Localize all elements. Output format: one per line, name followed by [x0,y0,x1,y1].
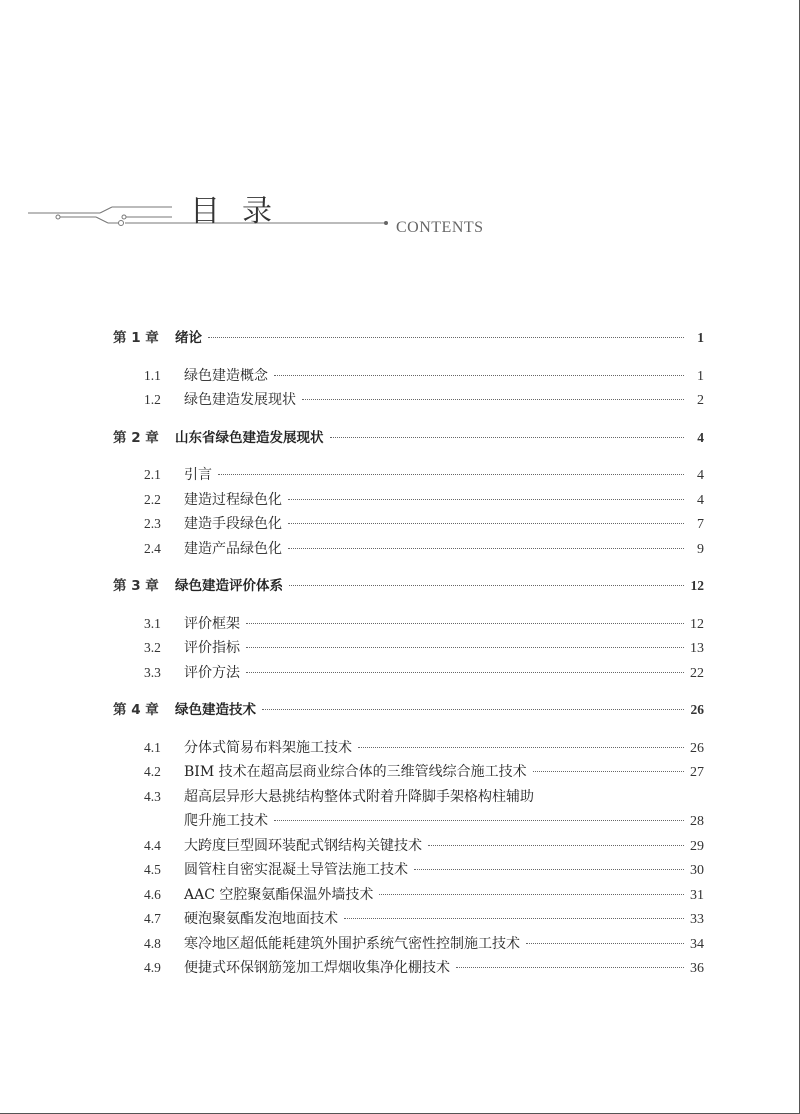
dot-leader [428,845,684,846]
page-number: 26 [690,740,704,756]
section-title: 建造过程绿色化 [184,491,282,508]
dot-leader [288,548,684,549]
chapter-title: 绿色建造技术 [175,702,256,718]
dot-leader [344,918,684,919]
section-title: 圆管柱自密实混凝土导管法施工技术 [184,862,408,878]
toc-section-entry[interactable] [113,612,704,637]
toc-section-entry[interactable] [113,932,704,957]
section-title: 建造手段绿色化 [184,516,282,532]
toc-section-entry[interactable] [113,760,704,785]
page-number: 4 [697,468,704,483]
section-title: 建造产品绿色化 [184,540,282,557]
section-number: 2.4 [144,540,161,556]
section-number: 2.3 [144,516,161,531]
chapter-number: 第 2 章 [113,429,159,446]
toc-section-entry[interactable] [113,809,704,834]
toc-section-entry[interactable] [113,463,704,488]
section-number: 3.3 [144,664,161,680]
section-title: 超高层异形大悬挑结构整体式附着升降脚手架格构柱辅助 [184,788,534,805]
page-number: 29 [690,838,704,854]
section-title: 绿色建造发展现状 [184,392,296,408]
page-title: 目录 [190,194,294,229]
section-number: 4.4 [144,837,161,853]
section-number: 2.2 [144,491,161,507]
dot-leader [274,375,684,376]
page-number: 28 [690,814,704,829]
toc-section-entry[interactable] [113,364,704,389]
section-title: 引言 [184,467,212,483]
dot-leader [414,869,684,870]
page-number: 1 [697,368,704,384]
section-title: 大跨度巨型圆环装配式钢结构关键技术 [184,837,422,854]
section-number: 3.2 [144,640,161,655]
toc-section-entry[interactable] [113,512,704,537]
dot-leader [208,337,684,338]
dot-leader [288,499,684,500]
section-title: 爬升施工技术 [184,813,268,829]
page-number: 12 [690,578,704,593]
toc-section-entry[interactable] [113,736,704,761]
page-number: 13 [690,641,704,656]
page-number: 12 [690,616,704,632]
toc-section-entry[interactable] [113,858,704,883]
section-number: 2.1 [144,467,161,482]
dot-leader [274,820,684,821]
page-number: 1 [697,330,704,345]
page-number: 36 [690,961,704,976]
section-number: 4.1 [144,739,161,755]
dot-leader [379,894,684,895]
dot-leader [262,709,684,710]
toc-section-entry[interactable] [113,537,704,562]
toc-chapter-entry[interactable] [113,426,704,451]
toc-section-entry[interactable] [113,907,704,932]
dot-leader [302,399,684,400]
toc-section-entry[interactable] [113,388,704,413]
section-title: BIM 技术在超高层商业综合体的三维管线综合施工技术 [184,764,527,780]
page-subtitle: CONTENTS [396,219,484,236]
page-number: 4 [697,429,704,445]
page-number: 7 [697,517,704,532]
table-of-contents [113,326,704,981]
dot-leader [358,747,684,748]
toc-section-entry[interactable] [113,883,704,908]
toc-section-entry[interactable] [113,956,704,981]
page-number: 31 [690,887,704,903]
toc-header [0,180,800,250]
chapter-number: 第 1 章 [113,330,159,346]
chapter-number: 第 4 章 [113,702,159,718]
dot-leader [456,967,684,968]
toc-chapter-entry[interactable] [113,326,704,351]
page-number: 22 [690,665,704,681]
section-number: 4.7 [144,911,161,926]
section-number: 4.2 [144,764,161,779]
section-title: 硬泡聚氨酯发泡地面技术 [184,911,338,927]
section-title: 评价指标 [184,640,240,656]
dot-leader [526,943,684,944]
section-title: AAC 空腔聚氨酯保温外墙技术 [184,886,374,903]
page-number: 26 [690,702,704,717]
page-number: 33 [690,912,704,927]
toc-section-entry[interactable] [113,636,704,661]
page-number: 30 [690,863,704,878]
section-number: 4.5 [144,862,161,877]
page-number: 27 [690,765,704,780]
dot-leader [533,771,684,772]
dot-leader [218,474,684,475]
dot-leader [288,523,684,524]
dot-leader [246,623,684,624]
toc-chapter-entry[interactable] [113,574,704,599]
toc-section-entry[interactable] [113,661,704,686]
chapter-number: 第 3 章 [113,578,159,594]
page-number: 4 [697,492,704,508]
dot-leader [246,672,684,673]
section-number: 4.9 [144,960,161,975]
dot-leader [330,437,685,438]
toc-section-entry[interactable] [113,834,704,859]
section-title: 绿色建造概念 [184,367,268,384]
section-number: 4.6 [144,886,161,902]
toc-section-entry[interactable] [113,785,704,810]
section-title: 评价方法 [184,664,240,681]
section-title: 评价框架 [184,615,240,632]
chapter-title: 山东省绿色建造发展现状 [175,429,324,446]
section-number: 3.1 [144,615,161,631]
section-number: 4.3 [144,788,161,804]
chapter-title: 绿色建造评价体系 [175,578,283,594]
section-title: 分体式简易布料架施工技术 [184,739,352,756]
section-number: 1.2 [144,392,161,407]
toc-chapter-entry[interactable] [113,698,704,723]
page-number: 34 [690,936,704,952]
section-title: 寒冷地区超低能耗建筑外围护系统气密性控制施工技术 [184,935,520,952]
section-title: 便捷式环保钢筋笼加工焊烟收集净化棚技术 [184,960,450,976]
page-number: 9 [697,541,704,557]
section-number: 1.1 [144,367,161,383]
dot-leader [246,647,684,648]
toc-section-entry[interactable] [113,488,704,513]
section-number: 4.8 [144,935,161,951]
dot-leader [289,585,684,586]
circuit-line-decoration [0,180,800,250]
page-number: 2 [697,393,704,408]
chapter-title: 绪论 [175,330,202,346]
